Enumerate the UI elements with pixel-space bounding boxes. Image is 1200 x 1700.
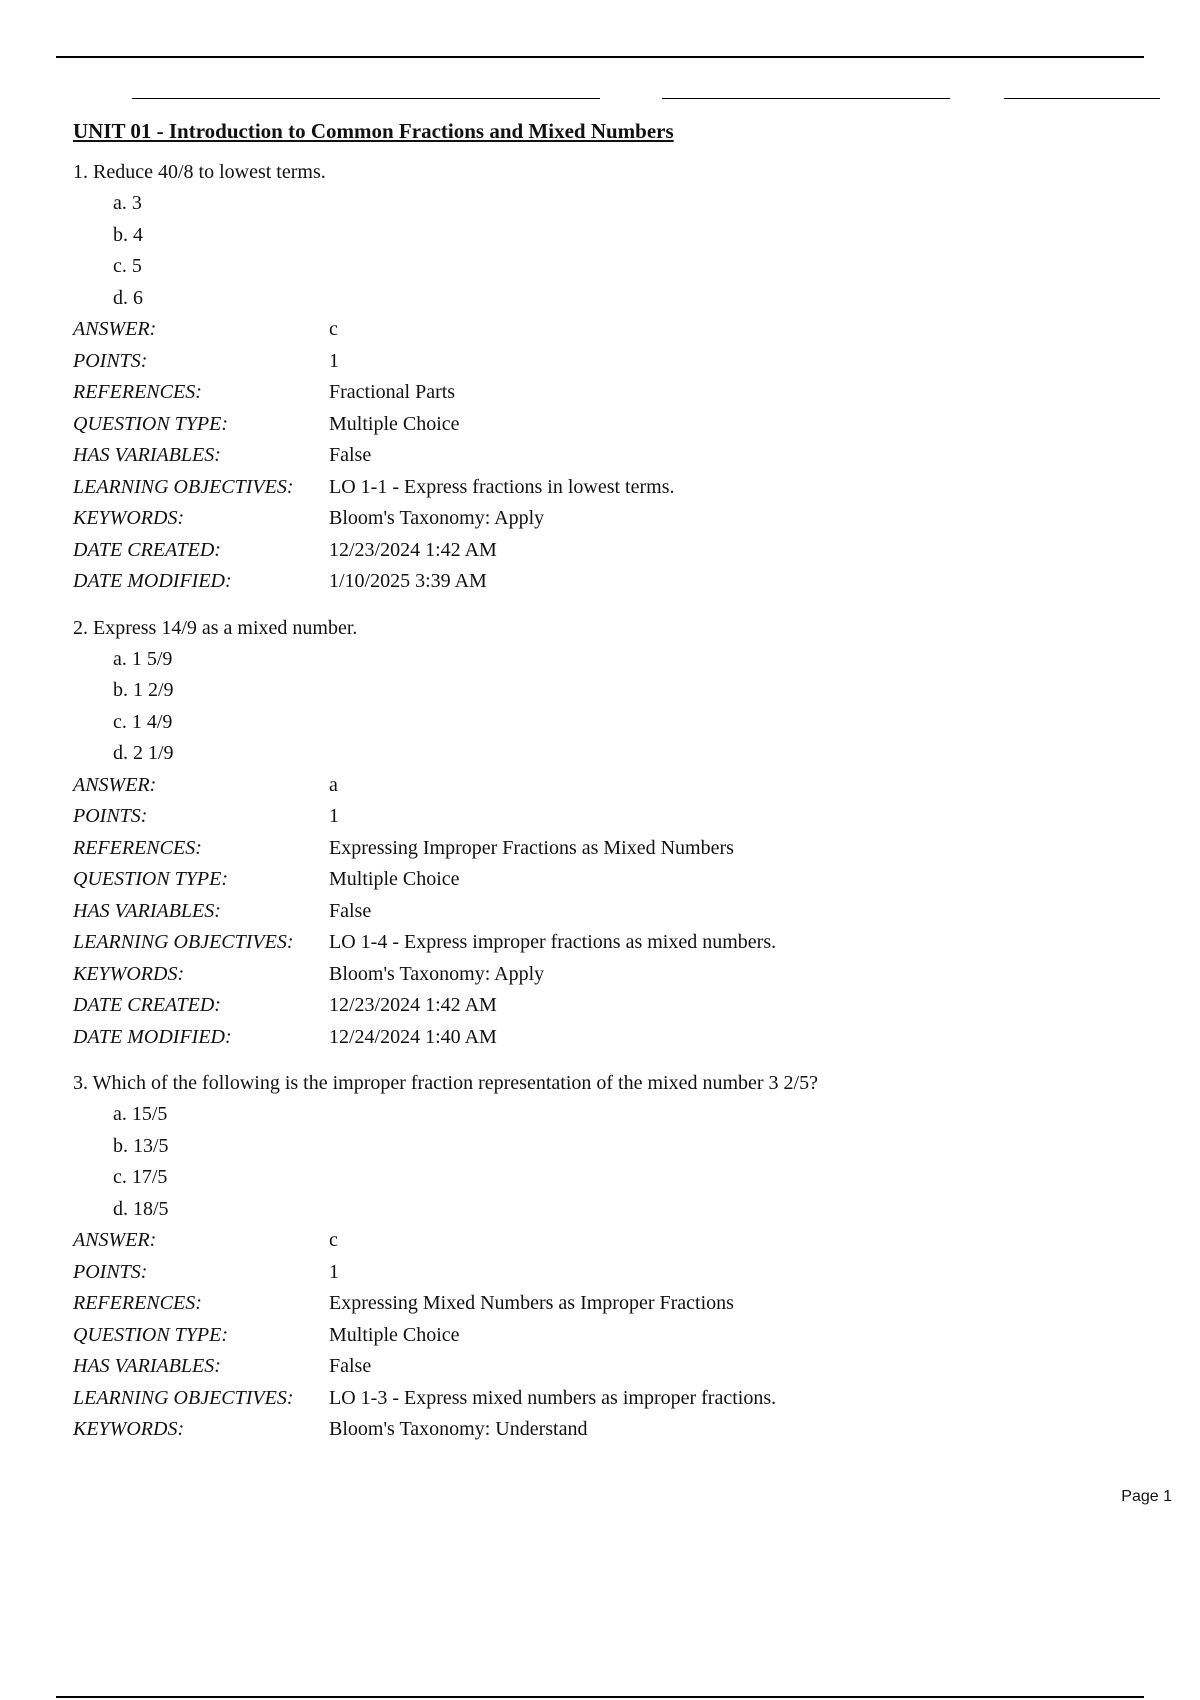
answer-choice: b. 13/5 — [113, 1134, 169, 1157]
metadata-value: 1 — [329, 1260, 339, 1283]
metadata-label: KEYWORDS: — [73, 507, 185, 529]
question-block — [73, 156, 1133, 598]
metadata-row — [73, 1022, 1133, 1054]
answer-choice: c. 5 — [113, 255, 142, 277]
question-stem: 3. Which of the following is the improper fraction representation of the mixed number 3 2/5? — [73, 1072, 818, 1094]
metadata-value: LO 1-3 - Express mixed numbers as improper fractions. — [329, 1386, 777, 1409]
metadata-row — [73, 346, 1133, 378]
metadata-label: KEYWORDS: — [73, 962, 185, 985]
metadata-row — [73, 770, 1133, 802]
metadata-label: LEARNING OBJECTIVES: — [73, 1386, 294, 1409]
metadata-label: QUESTION TYPE: — [73, 1323, 229, 1346]
metadata-row — [73, 1288, 1133, 1320]
metadata-row — [73, 1320, 1133, 1352]
metadata-row — [73, 566, 1133, 598]
metadata-value: c — [329, 318, 338, 340]
metadata-value: 12/23/2024 1:42 AM — [329, 994, 497, 1016]
metadata-value: LO 1-1 - Express fractions in lowest terms. — [329, 475, 675, 498]
metadata-value: Expressing Mixed Numbers as Improper Fractions — [329, 1292, 734, 1314]
metadata-value: LO 1-4 - Express improper fractions as mixed numbers. — [329, 931, 777, 953]
metadata-label: QUESTION TYPE: — [73, 412, 229, 435]
metadata-row — [73, 990, 1133, 1022]
metadata-row — [73, 801, 1133, 833]
answer-choice: d. 6 — [113, 286, 143, 309]
metadata-row — [73, 1383, 1133, 1415]
answer-choice: d. 2 1/9 — [113, 742, 174, 764]
date-blank-line — [1004, 98, 1160, 99]
metadata-value: Multiple Choice — [329, 1323, 460, 1346]
metadata-value: 12/24/2024 1:40 AM — [329, 1025, 497, 1048]
metadata-value: Multiple Choice — [329, 412, 460, 435]
metadata-value: 1 — [329, 349, 339, 372]
metadata-value: Bloom's Taxonomy: Understand — [329, 1418, 588, 1440]
metadata-row — [73, 833, 1133, 865]
metadata-row — [73, 409, 1133, 441]
answer-choices — [73, 188, 1133, 314]
page-number: Page 1 — [1121, 1488, 1172, 1505]
metadata-label: POINTS: — [73, 805, 148, 827]
metadata-label: REFERENCES: — [73, 836, 202, 859]
metadata-value: Multiple Choice — [329, 868, 460, 890]
answer-choice: c. 1 4/9 — [113, 710, 173, 733]
metadata-row — [73, 472, 1133, 504]
metadata-row — [73, 959, 1133, 991]
metadata-row — [73, 1414, 1133, 1446]
metadata-label: ANSWER: — [73, 773, 157, 796]
answer-choices — [73, 1099, 1133, 1225]
metadata-row — [73, 1351, 1133, 1383]
metadata-label: DATE CREATED: — [73, 994, 221, 1016]
metadata-value: 12/23/2024 1:42 AM — [329, 538, 497, 561]
metadata-label: KEYWORDS: — [73, 1418, 185, 1440]
metadata-row — [73, 1257, 1133, 1289]
metadata-label: LEARNING OBJECTIVES: — [73, 475, 294, 498]
answer-choice: b. 4 — [113, 223, 143, 246]
metadata-label: DATE CREATED: — [73, 538, 221, 561]
metadata-label: HAS VARIABLES: — [73, 444, 221, 466]
class-blank-line — [662, 98, 950, 99]
metadata-value: c — [329, 1229, 338, 1251]
metadata-label: DATE MODIFIED: — [73, 1025, 232, 1048]
metadata-label: HAS VARIABLES: — [73, 1355, 221, 1377]
metadata-label: POINTS: — [73, 349, 148, 372]
answer-choice: c. 17/5 — [113, 1166, 168, 1188]
metadata-row — [73, 896, 1133, 928]
name-blank-line — [132, 98, 600, 99]
metadata-value: 1 — [329, 805, 339, 827]
question-stem: 2. Express 14/9 as a mixed number. — [73, 616, 358, 639]
answer-choice: a. 3 — [113, 192, 142, 214]
metadata-value: Fractional Parts — [329, 381, 456, 403]
metadata-label: ANSWER: — [73, 1229, 157, 1251]
metadata-label: LEARNING OBJECTIVES: — [73, 931, 294, 953]
metadata-row — [73, 1225, 1133, 1257]
metadata-row — [73, 503, 1133, 535]
metadata-value: a — [329, 773, 338, 796]
footer-rule — [56, 1696, 1144, 1698]
answer-choice: b. 1 2/9 — [113, 679, 174, 701]
metadata-row — [73, 927, 1133, 959]
metadata-label: QUESTION TYPE: — [73, 868, 229, 890]
metadata-row — [73, 377, 1133, 409]
metadata-label: POINTS: — [73, 1260, 148, 1283]
question-stem: 1. Reduce 40/8 to lowest terms. — [73, 161, 326, 183]
question-list — [73, 156, 1133, 1446]
document-body — [73, 116, 1133, 1460]
answer-choice: d. 18/5 — [113, 1197, 169, 1220]
answer-choices — [73, 644, 1133, 770]
metadata-label: HAS VARIABLES: — [73, 899, 221, 922]
metadata-row — [73, 440, 1133, 472]
header-rule — [56, 56, 1144, 58]
metadata-label: REFERENCES: — [73, 1292, 202, 1314]
metadata-value: Expressing Improper Fractions as Mixed Numbers — [329, 836, 734, 859]
metadata-value: False — [329, 1355, 372, 1377]
question-block — [73, 612, 1133, 1054]
metadata-value: 1/10/2025 3:39 AM — [329, 570, 487, 592]
metadata-label: DATE MODIFIED: — [73, 570, 232, 592]
metadata-label: ANSWER: — [73, 318, 157, 340]
unit-title: UNIT 01 - Introduction to Common Fractions and Mixed Numbers — [73, 119, 674, 143]
question-block — [73, 1067, 1133, 1446]
metadata-value: Bloom's Taxonomy: Apply — [329, 962, 545, 985]
metadata-value: False — [329, 899, 372, 922]
metadata-row — [73, 314, 1133, 346]
metadata-row — [73, 864, 1133, 896]
metadata-value: False — [329, 444, 372, 466]
metadata-label: REFERENCES: — [73, 381, 202, 403]
metadata-row — [73, 535, 1133, 567]
answer-choice: a. 15/5 — [113, 1103, 168, 1125]
answer-choice: a. 1 5/9 — [113, 647, 173, 670]
metadata-value: Bloom's Taxonomy: Apply — [329, 507, 545, 529]
